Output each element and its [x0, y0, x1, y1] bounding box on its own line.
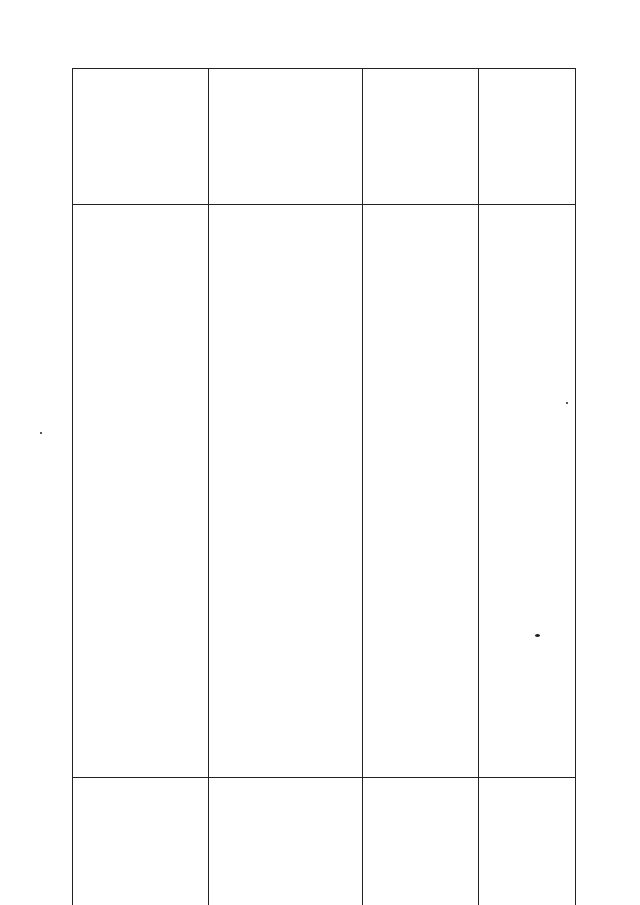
scan-speck: [535, 634, 540, 637]
table-column-line: [362, 68, 363, 905]
scan-speck: [566, 402, 568, 404]
table-row-divider: [72, 204, 576, 205]
table-column-line: [575, 68, 576, 905]
scan-speck: [40, 432, 42, 434]
table-column-line: [208, 68, 209, 905]
table-row-divider: [72, 777, 576, 778]
table-border-top: [72, 68, 576, 69]
table-column-line: [72, 68, 73, 905]
table-column-line: [478, 68, 479, 905]
